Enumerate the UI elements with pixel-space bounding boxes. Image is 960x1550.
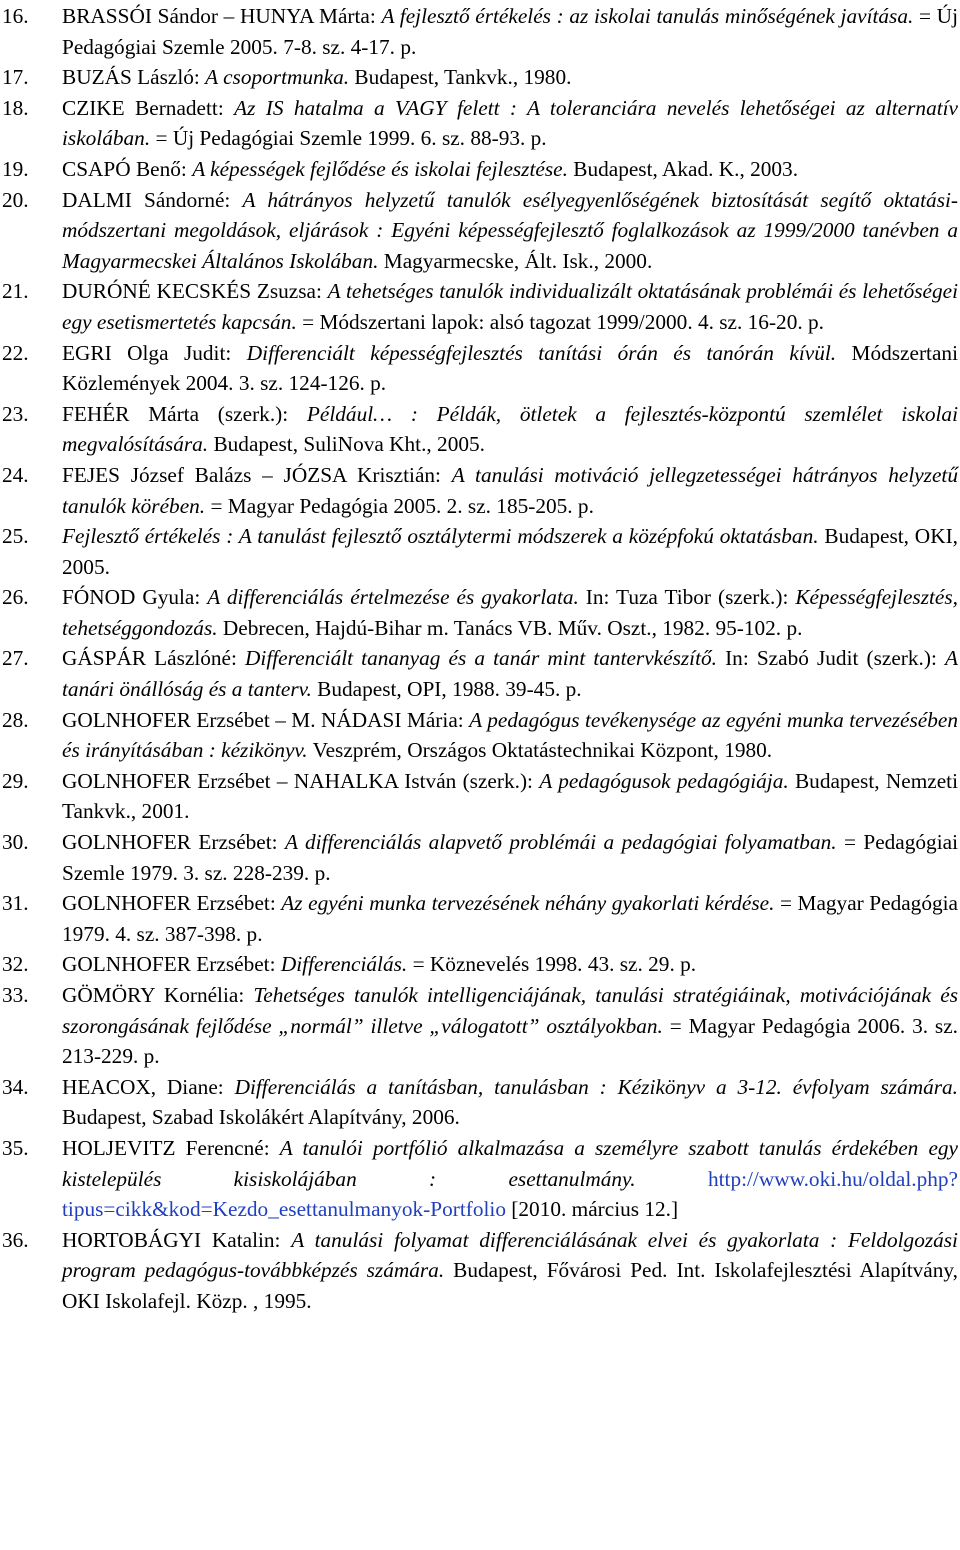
reference-segment: GÖMÖRY Kornélia: <box>62 983 254 1007</box>
reference-text <box>62 338 958 399</box>
reference-segment: BUZÁS László: <box>62 65 206 90</box>
reference-url-link[interactable]: http://www.oki.hu/oldal.php?tipus=cikk&kod=Kezdo_esettanulmanyok-Portfolio <box>62 1166 958 1222</box>
reference-number: 33. <box>2 983 29 1007</box>
reference-segment: Magyarmecske, Ált. Isk., 2000. <box>378 248 653 273</box>
reference-number: 20. <box>2 187 29 212</box>
reference-entry <box>0 705 958 766</box>
reference-entry <box>0 460 958 521</box>
reference-text <box>62 1133 958 1225</box>
reference-number: 21. <box>2 279 29 304</box>
reference-title: A differenciálás értelmezése és gyakorlata. <box>207 585 579 610</box>
reference-entry <box>0 93 958 154</box>
reference-text <box>62 1225 958 1317</box>
reference-text <box>62 185 958 277</box>
reference-entry <box>0 399 958 460</box>
reference-entry <box>0 521 958 582</box>
reference-entry <box>0 154 958 185</box>
reference-entry <box>0 766 958 827</box>
reference-segment: GOLNHOFER Erzsébet: <box>62 891 282 916</box>
reference-entry <box>0 582 958 643</box>
reference-title: Az IS hatalma a VAGY felett : A toleranciára nevelés lehetőségei az alternatív iskolában. <box>62 95 958 151</box>
reference-title: Differenciált tananyag és a tanár mint tantervkészítő. <box>245 646 717 671</box>
reference-segment: Veszprém, Országos Oktatástechnikai Központ, 1980. <box>307 738 773 763</box>
reference-title: A pedagógus tevékenysége az egyéni munka tervezésében és irányításában : kézikönyv. <box>62 707 958 763</box>
reference-segment: Budapest, Tankvk., 1980. <box>349 65 572 90</box>
reference-entry <box>0 185 958 277</box>
reference-number: 27. <box>2 646 29 671</box>
reference-number: 17. <box>2 65 29 90</box>
reference-segment: FEHÉR Márta (szerk.): <box>62 401 307 426</box>
reference-entry <box>0 62 958 93</box>
reference-text <box>62 766 958 827</box>
reference-segment: Budapest, Szabad Iskolákért Alapítvány, 2006. <box>62 1105 460 1130</box>
reference-entry <box>0 276 958 337</box>
reference-number: 25. <box>2 524 29 549</box>
reference-title: A tehetséges tanulók individualizált oktatásának problémái és lehetőségei egy esetismertetés kapcsán. <box>62 279 958 334</box>
reference-segment: Debrecen, Hajdú-Bihar m. Tanács VB. Műv. Oszt., 1982. 95-102. p. <box>217 615 803 640</box>
reference-number: 24. <box>2 462 29 487</box>
reference-segment: DALMI Sándorné: <box>62 187 243 212</box>
reference-number: 23. <box>2 401 29 426</box>
reference-segment: BRASSÓI Sándor – HUNYA Márta: <box>62 4 382 28</box>
reference-segment: EGRI Olga Judit: <box>62 340 247 365</box>
reference-text <box>62 827 958 888</box>
reference-text <box>62 276 958 337</box>
reference-title: Differenciálás. <box>280 952 408 977</box>
reference-text <box>62 1 958 62</box>
reference-segment: GOLNHOFER Erzsébet – NAHALKA István (szerk.): <box>62 768 540 793</box>
reference-segment: Budapest, OKI, 2005. <box>62 524 958 579</box>
reference-text <box>62 888 958 949</box>
reference-number: 19. <box>2 156 29 181</box>
reference-segment: = Magyar Pedagógia 1979. 4. sz. 387-398. p. <box>62 891 958 946</box>
reference-number: 16. <box>2 4 29 28</box>
reference-segment: In: Tuza Tibor (szerk.): <box>578 585 796 610</box>
reference-text <box>62 949 958 980</box>
reference-segment: HOLJEVITZ Ferencné: <box>62 1135 280 1160</box>
reference-entry <box>0 949 958 980</box>
reference-segment: Budapest, SuliNova Kht., 2005. <box>208 432 485 457</box>
reference-number: 22. <box>2 340 29 365</box>
reference-segment: Budapest, Akad. K., 2003. <box>567 156 799 181</box>
reference-title: Fejlesztő értékelés : A tanulást fejlesztő osztálytermi módszerek a középfokú oktatásban. <box>62 524 819 549</box>
reference-text <box>62 93 958 154</box>
reference-title: A képességek fejlődése és iskolai fejlesztése. <box>192 156 568 181</box>
reference-segment: = Módszertani lapok: alsó tagozat 1999/2000. 4. sz. 16-20. p. <box>296 309 824 334</box>
reference-entry <box>0 1133 958 1225</box>
reference-segment: = Magyar Pedagógia 2005. 2. sz. 185-205. p. <box>205 493 594 518</box>
reference-segment: = Magyar Pedagógia 2006. 3. sz. 213-229. p. <box>62 1013 958 1069</box>
reference-segment: HEACOX, Diane: <box>62 1074 235 1099</box>
reference-text <box>62 705 958 766</box>
reference-entry <box>0 643 958 704</box>
reference-text <box>62 643 958 704</box>
reference-number: 34. <box>2 1074 29 1099</box>
reference-text <box>62 154 958 185</box>
reference-number: 26. <box>2 585 29 610</box>
reference-segment: CZIKE Bernadett: <box>62 95 235 120</box>
reference-title: A pedagógusok pedagógiája. <box>539 768 789 793</box>
reference-number: 32. <box>2 952 29 977</box>
reference-entry <box>0 888 958 949</box>
reference-text <box>62 980 958 1072</box>
reference-segment: Módszertani Közlemények 2004. 3. sz. 124-126. p. <box>62 340 958 396</box>
reference-segment: Budapest, Fővárosi Ped. Int. Iskolafejlesztési Alapítvány, OKI Iskolafejl. Közp. , 1995. <box>62 1258 958 1313</box>
reference-segment: GÁSPÁR Lászlóné: <box>62 646 246 671</box>
reference-segment: = Új Pedagógiai Szemle 1999. 6. sz. 88-93. p. <box>150 126 547 151</box>
reference-segment: = Új Pedagógiai Szemle 2005. 7-8. sz. 4-17. p. <box>62 4 958 59</box>
reference-segment: Budapest, Nemzeti Tankvk., 2001. <box>62 768 958 824</box>
reference-segment: DURÓNÉ KECSKÉS Zsuzsa: <box>62 279 328 304</box>
reference-segment: [2010. március 12.] <box>505 1197 679 1222</box>
reference-text <box>62 1072 958 1133</box>
reference-number: 36. <box>2 1227 29 1252</box>
reference-title: A tanári önállóság és a tanterv. <box>62 646 958 702</box>
reference-entry <box>0 827 958 888</box>
reference-segment: FÓNOD Gyula: <box>62 585 208 610</box>
reference-text <box>62 399 958 460</box>
reference-text <box>62 62 958 93</box>
reference-number: 29. <box>2 768 29 793</box>
reference-segment <box>636 1167 708 1191</box>
reference-segment: = Köznevelés 1998. 43. sz. 29. p. <box>407 952 697 977</box>
reference-segment: In: Szabó Judit (szerk.): <box>716 646 945 671</box>
reference-number: 35. <box>2 1135 29 1160</box>
reference-segment: Budapest, OPI, 1988. 39-45. p. <box>311 677 582 702</box>
reference-title: A hátrányos helyzetű tanulók esélyegyenlőségének biztosítását segítő oktatási-módszertani megoldások, eljárások : Egyéni képességfejlesztő foglalkozások az 1999/2000 tanévben a Magyarmecskei Általános Iskolában. <box>62 187 958 273</box>
reference-title: A tanulói portfólió alkalmazása a személyre szabott tanulás érdekében egy kistelepülés kisiskolájában : esettanulmány. <box>62 1135 958 1191</box>
reference-title: Differenciált képességfejlesztés tanítási órán és tanórán kívül. <box>246 340 837 365</box>
reference-segment: HORTOBÁGYI Katalin: <box>62 1227 292 1252</box>
reference-number: 30. <box>2 830 29 855</box>
reference-title: A fejlesztő értékelés : az iskolai tanulás minőségének javítása. <box>381 4 914 28</box>
reference-segment: CSAPÓ Benő: <box>62 156 193 181</box>
reference-title: Az egyéni munka tervezésének néhány gyakorlati kérdése. <box>281 891 775 916</box>
reference-segment: GOLNHOFER Erzsébet: <box>62 830 285 855</box>
reference-number: 31. <box>2 891 29 916</box>
reference-title: Képességfejlesztés, tehetséggondozás. <box>62 585 958 640</box>
reference-title: A csoportmunka. <box>205 65 350 90</box>
reference-entry <box>0 1 958 62</box>
reference-segment: GOLNHOFER Erzsébet: <box>62 952 281 977</box>
reference-title: Például… : Példák, ötletek a fejlesztés-központú szemlélet iskolai megvalósítására. <box>62 401 958 457</box>
reference-entry <box>0 1072 958 1133</box>
reference-entry <box>0 1225 958 1317</box>
reference-segment: GOLNHOFER Erzsébet – M. NÁDASI Mária: <box>62 707 470 732</box>
reference-entry <box>0 980 958 1072</box>
reference-text <box>62 521 958 582</box>
reference-entry <box>0 338 958 399</box>
reference-title: Tehetséges tanulók intelligenciájának, tanulási stratégiáinak, motivációjának és szorongásának fejlődése „normál” illetve „válogatott” osztályokban. <box>62 983 958 1038</box>
reference-text <box>62 582 958 643</box>
reference-text <box>62 460 958 521</box>
reference-title: Differenciálás a tanításban, tanulásban : Kézikönyv a 3-12. évfolyam számára. <box>234 1074 958 1099</box>
reference-segment: FEJES József Balázs – JÓZSA Krisztián: <box>62 462 452 487</box>
reference-title: A differenciálás alapvető problémái a pedagógiai folyamatban. <box>284 830 837 855</box>
reference-title: A tanulási motiváció jellegzetességei hátrányos helyzetű tanulók körében. <box>62 462 958 518</box>
reference-number: 18. <box>2 95 29 120</box>
reference-number: 28. <box>2 707 29 732</box>
reference-title: A tanulási folyamat differenciálásának elvei és gyakorlata : Feldolgozási program pedagógus-továbbképzés számára. <box>62 1227 958 1283</box>
reference-segment: = Pedagógiai Szemle 1979. 3. sz. 228-239. p. <box>62 830 958 885</box>
